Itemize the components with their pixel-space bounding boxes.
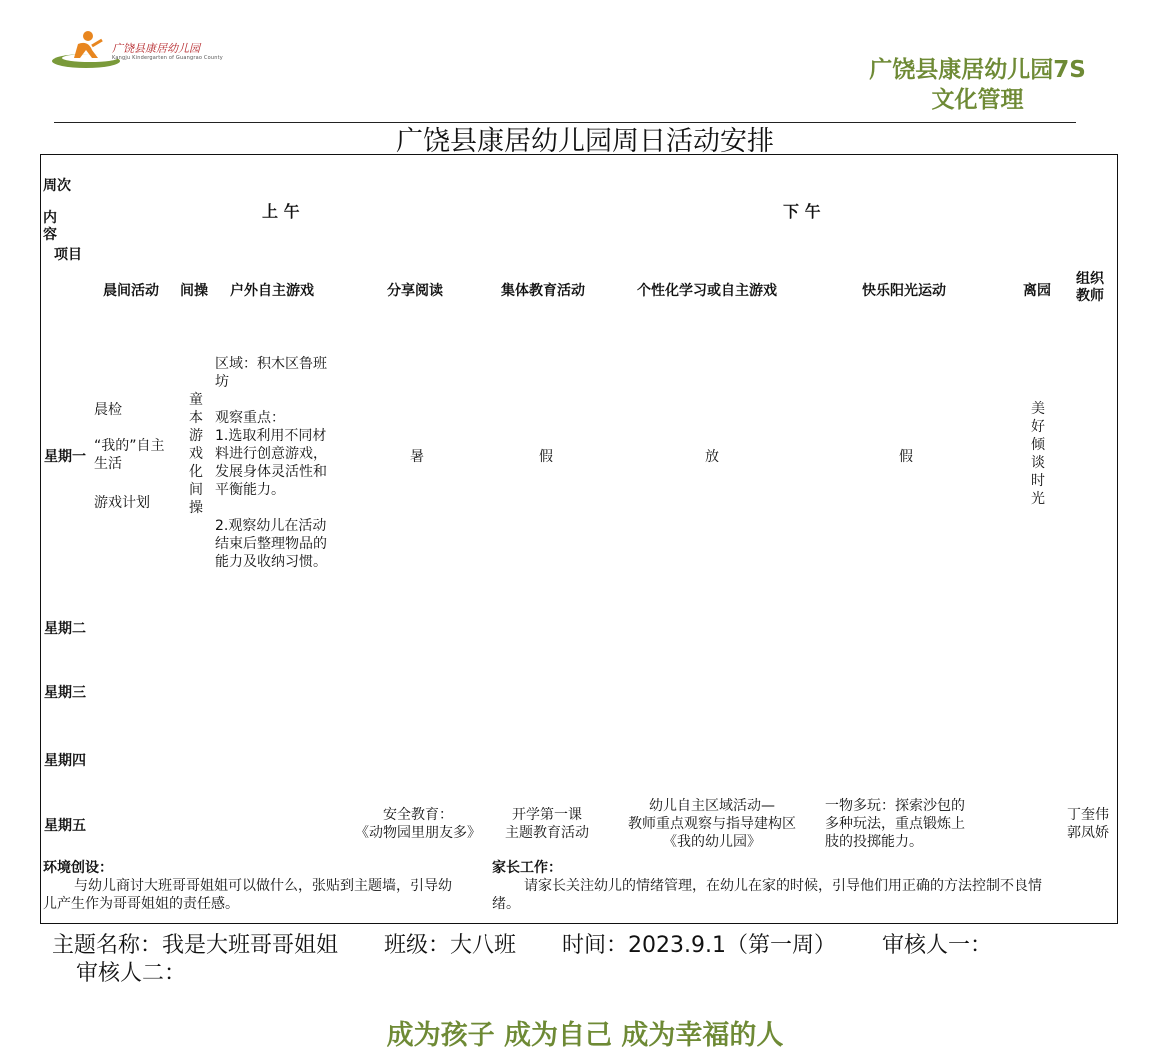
row-wednesday-label: 星期三 (44, 685, 86, 701)
row-tuesday-label: 星期二 (44, 621, 86, 637)
friday-sport: 一物多玩：探索沙包的 多种玩法，重点锻炼上 肢的投掷能力。 (825, 798, 965, 850)
col-teachers: 组织 教师 (1076, 271, 1104, 304)
corner-item: 项目 (54, 247, 82, 263)
friday-reading: 安全教育： 《动物园里朋友多》 (355, 807, 481, 841)
slogan: 成为孩子 成为自己 成为幸福的人 (386, 1020, 784, 1051)
logo-head (83, 31, 93, 41)
footer-info (52, 928, 992, 959)
env-text: 与幼儿商讨大班哥哥姐姐可以做什么，张贴到主题墙，引导幼 (74, 878, 452, 894)
col-reading: 分享阅读 (387, 283, 443, 299)
col-sport: 快乐阳光运动 (862, 283, 946, 299)
monday-personal: 放 (705, 449, 719, 465)
corner-content: 内 容 (43, 210, 57, 243)
footer-time: 时间：2023.9.1（第一周） (562, 933, 837, 958)
col-exercise: 间操 (180, 283, 208, 299)
afternoon-header: 下 午 (783, 202, 821, 221)
footer-reviewer-2: 审核人二： (76, 961, 187, 986)
parent-text-2: 绪。 (492, 896, 520, 912)
monday-sport: 假 (899, 449, 913, 465)
row-friday-label: 星期五 (44, 818, 86, 834)
monday-group: 假 (539, 449, 553, 465)
friday-teachers: 丁奎伟 郭凤娇 (1067, 807, 1109, 841)
brand-heading (855, 55, 1100, 115)
parent-label: 家长工作： (492, 860, 562, 876)
footer-reviewer-1: 审核人一： (882, 933, 993, 958)
brand-line-2: 文化管理 (931, 87, 1024, 113)
monday-outdoor: 区域：积木区鲁班 坊 观察重点： 1.选取利用不同材 料进行创意游戏， 发展身体灵活性和 平衡能力。 2.观察幼儿在活动 结束后整理物品的 能力及收纳习惯。 (215, 356, 327, 570)
friday-personal: 幼儿自主区域活动— 教师重点观察与指导建构区 《我的幼儿园》 (628, 798, 796, 850)
monday-self-life: “我的”自主 生活 (94, 438, 165, 472)
footer-class: 班级：大八班 (384, 933, 517, 958)
logo-subtext: Kangju Kindergarten of Guangrao County (112, 55, 223, 61)
monday-exercise: 童 本 游 戏 化 间 操 (189, 392, 203, 516)
monday-game-plan: 游戏计划 (94, 495, 150, 511)
col-personal-learning: 个性化学习或自主游戏 (637, 283, 777, 299)
col-leave: 离园 (1023, 283, 1051, 299)
col-outdoor-game: 户外自主游戏 (230, 283, 314, 299)
env-text-2: 儿产生作为哥哥姐姐的责任感。 (43, 896, 239, 912)
morning-header: 上 午 (262, 202, 300, 221)
brand-line-1: 广饶县康居幼儿园7S (869, 57, 1086, 83)
col-group-education: 集体教育活动 (501, 283, 585, 299)
footer-theme: 主题名称：我是大班哥哥姐姐 (52, 933, 339, 958)
monday-reading: 暑 (410, 449, 424, 465)
row-thursday-label: 星期四 (44, 753, 86, 769)
monday-leave: 美 好 倾 谈 时 光 (1031, 401, 1045, 507)
row-monday-label: 星期一 (44, 449, 86, 465)
corner-week: 周次 (43, 178, 71, 194)
friday-group: 开学第一课 主题教育活动 (505, 807, 589, 841)
col-morning-activity: 晨间活动 (103, 283, 159, 299)
page-title: 广饶县康居幼儿园周日活动安排 (396, 126, 774, 157)
logo-text: 广饶县康居幼儿园 (112, 42, 200, 55)
env-label: 环境创设： (43, 860, 113, 876)
parent-text: 请家长关注幼儿的情绪管理，在幼儿在家的时候，引导他们用正确的方法控制不良情 (524, 878, 1042, 894)
monday-morning-check: 晨检 (94, 402, 122, 418)
